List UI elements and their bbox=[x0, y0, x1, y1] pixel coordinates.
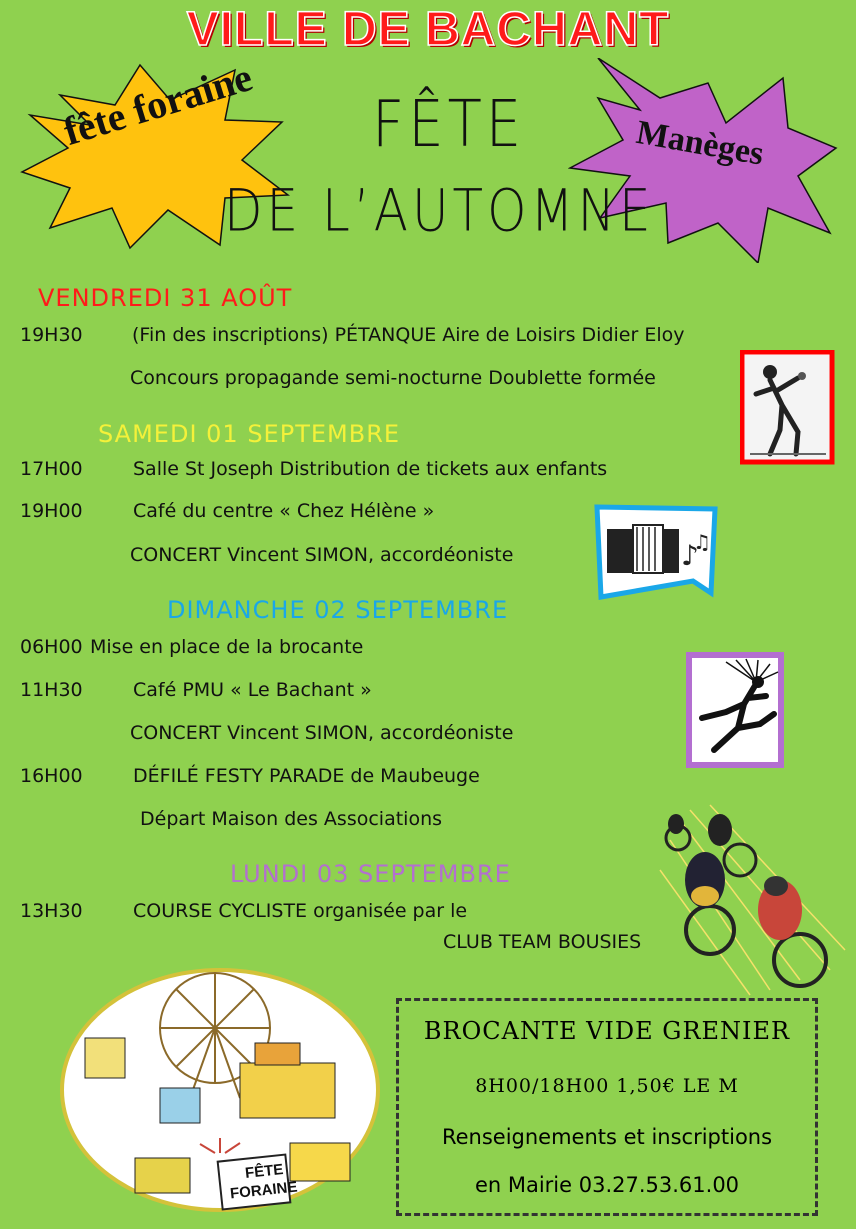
saturday-title: SAMEDI 01 SEPTEMBRE bbox=[98, 420, 401, 448]
brocante-contact: en Mairie 03.27.53.61.00 bbox=[474, 1173, 740, 1197]
event-title-line1: FÊTE bbox=[372, 87, 526, 162]
saturday-time-2: 19H00 bbox=[20, 500, 83, 522]
sunday-time-2: 11H30 bbox=[20, 679, 83, 701]
town-title: VILLE DE BACHANT bbox=[186, 3, 670, 56]
brocante-hours: 8H00/18H00 1,50€ LE M bbox=[475, 1075, 739, 1097]
sunday-title: DIMANCHE 02 SEPTEMBRE bbox=[167, 596, 509, 624]
fair-sign-line1: FÊTE bbox=[244, 1161, 285, 1182]
friday-text-2: Concours propagande semi-nocturne Doublette formée bbox=[130, 367, 656, 389]
monday-text-2: CLUB TEAM BOUSIES bbox=[443, 931, 642, 953]
sunday-text-2: Café PMU « Le Bachant » bbox=[133, 679, 372, 701]
monday-text-1: COURSE CYCLISTE organisée par le bbox=[133, 900, 468, 922]
cyclists-image bbox=[650, 800, 850, 1000]
fairground-image bbox=[60, 968, 380, 1213]
sunday-time-4: 16H00 bbox=[20, 765, 83, 787]
fete-foraine-label: fête foraine bbox=[58, 54, 258, 154]
music-note-icon: ♫ bbox=[693, 530, 711, 554]
cyclist-1 bbox=[666, 814, 690, 850]
brocante-title: BROCANTE VIDE GRENIER bbox=[423, 1017, 791, 1045]
saturday-text-1: Salle St Joseph Distribution de tickets aux enfants bbox=[133, 458, 608, 480]
monday-time-1: 13H30 bbox=[20, 900, 83, 922]
accordion-image bbox=[593, 503, 723, 601]
saturday-text-2: Café du centre « Chez Hélène » bbox=[133, 500, 435, 522]
friday-time-1: 19H30 bbox=[20, 324, 83, 346]
sunday-text-1: Mise en place de la brocante bbox=[90, 636, 364, 658]
maneges-label: Manèges bbox=[633, 114, 767, 173]
saturday-text-3: CONCERT Vincent SIMON, accordéoniste bbox=[130, 544, 514, 566]
petanque-player-image bbox=[740, 350, 836, 466]
fair-sign-line2: FORAINE bbox=[229, 1178, 299, 1203]
friday-title: VENDREDI 31 AOÛT bbox=[38, 284, 293, 312]
dancer-image bbox=[686, 652, 786, 768]
brocante-box bbox=[396, 998, 818, 1216]
sunday-text-4: DÉFILÉ FESTY PARADE de Maubeuge bbox=[133, 765, 480, 787]
monday-title: LUNDI 03 SEPTEMBRE bbox=[230, 860, 511, 888]
brocante-info: Renseignements et inscriptions bbox=[441, 1125, 773, 1149]
event-title-line2: DE L’AUTOMNE bbox=[224, 177, 655, 245]
sunday-text-3: CONCERT Vincent SIMON, accordéoniste bbox=[130, 722, 514, 744]
friday-text-1: (Fin des inscriptions) PÉTANQUE Aire de Loisirs Didier Eloy bbox=[132, 324, 685, 346]
sunday-time-1: 06H00 bbox=[20, 636, 83, 658]
sunday-text-5: Départ Maison des Associations bbox=[140, 808, 443, 830]
saturday-time-1: 17H00 bbox=[20, 458, 83, 480]
music-note-icon: ♪ bbox=[681, 539, 699, 572]
